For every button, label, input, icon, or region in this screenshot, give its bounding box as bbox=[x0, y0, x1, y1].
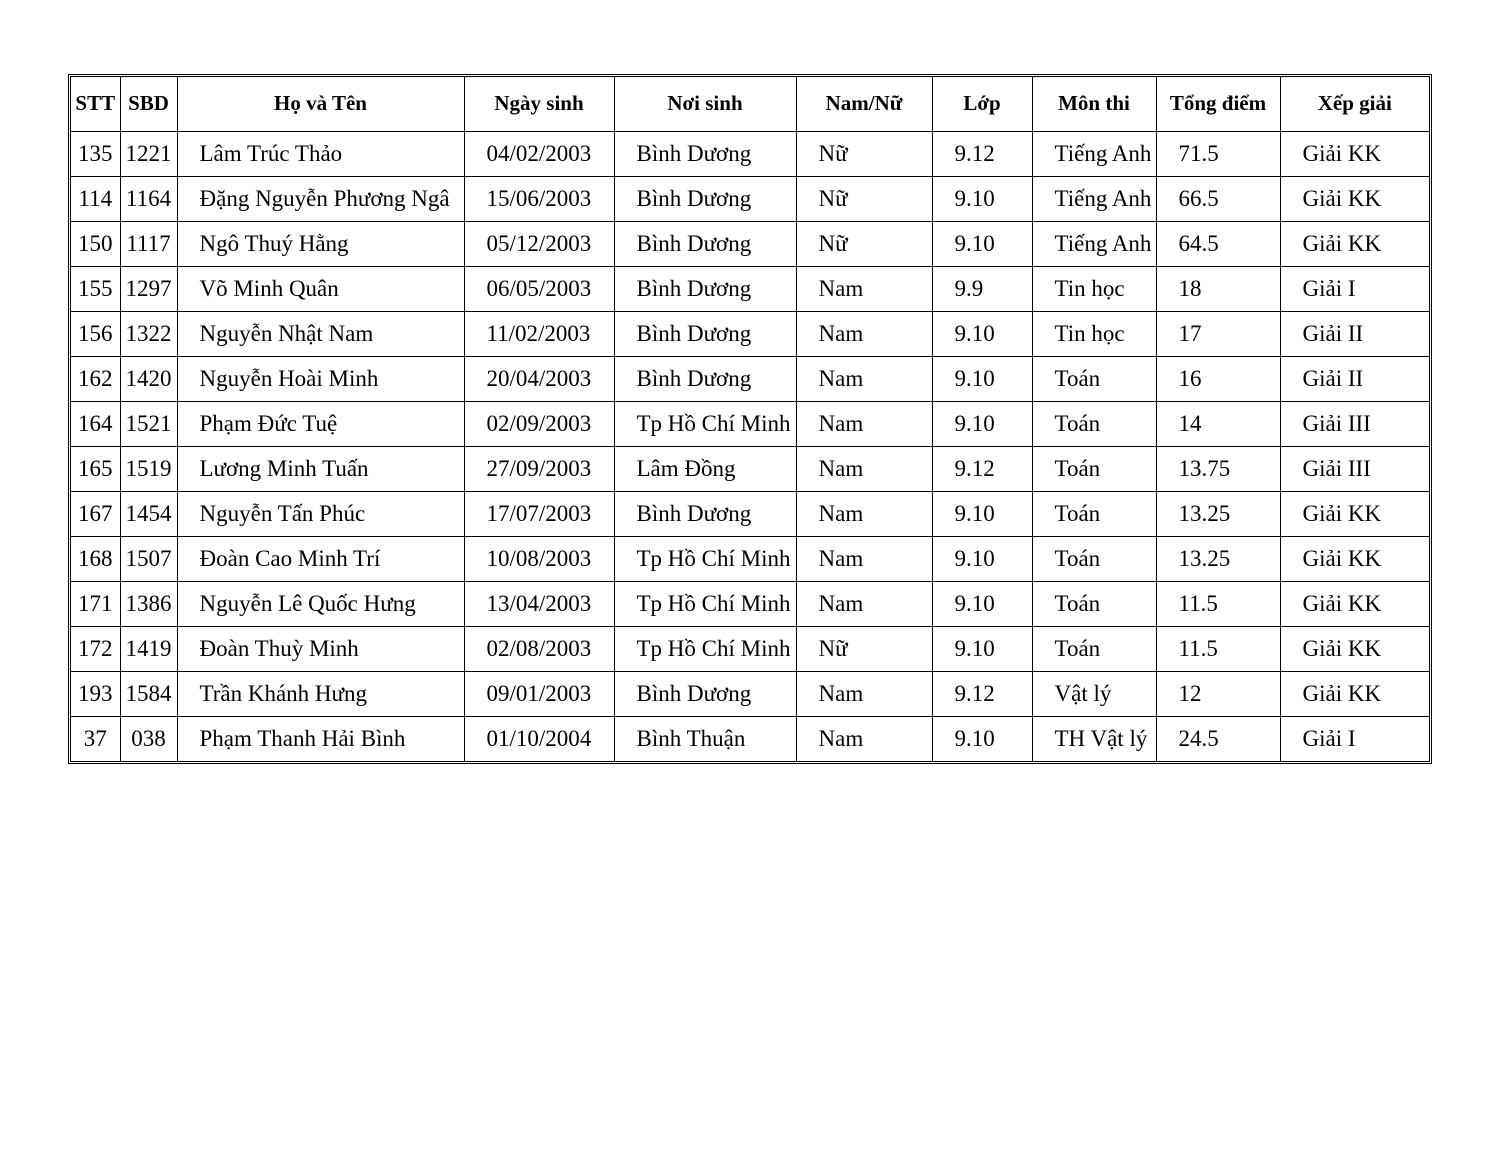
cell-stt: 135 bbox=[71, 131, 120, 176]
table-row bbox=[71, 401, 1429, 446]
cell-ngay-sinh: 01/10/2004 bbox=[464, 716, 614, 761]
cell-mon-thi: Toán bbox=[1032, 446, 1156, 491]
cell-noi-sinh: Tp Hồ Chí Minh bbox=[614, 626, 796, 671]
cell-xep-giai: Giải KK bbox=[1280, 131, 1429, 176]
cell-lop: 9.10 bbox=[932, 356, 1032, 401]
cell-mon-thi: Toán bbox=[1032, 536, 1156, 581]
table-row bbox=[71, 491, 1429, 536]
cell-ngay-sinh: 04/02/2003 bbox=[464, 131, 614, 176]
cell-mon-thi: Tiếng Anh bbox=[1032, 176, 1156, 221]
cell-ho-va-ten: Đoàn Cao Minh Trí bbox=[177, 536, 464, 581]
cell-ngay-sinh: 27/09/2003 bbox=[464, 446, 614, 491]
cell-ngay-sinh: 11/02/2003 bbox=[464, 311, 614, 356]
table-row bbox=[71, 716, 1429, 761]
cell-xep-giai: Giải I bbox=[1280, 266, 1429, 311]
cell-noi-sinh: Tp Hồ Chí Minh bbox=[614, 401, 796, 446]
table-row bbox=[71, 266, 1429, 311]
cell-gioi-tinh: Nam bbox=[796, 581, 932, 626]
cell-noi-sinh: Bình Dương bbox=[614, 491, 796, 536]
cell-stt: 155 bbox=[71, 266, 120, 311]
cell-noi-sinh: Bình Thuận bbox=[614, 716, 796, 761]
cell-lop: 9.10 bbox=[932, 626, 1032, 671]
cell-sbd: 1519 bbox=[120, 446, 177, 491]
cell-tong-diem: 66.5 bbox=[1156, 176, 1280, 221]
cell-tong-diem: 17 bbox=[1156, 311, 1280, 356]
cell-gioi-tinh: Nữ bbox=[796, 131, 932, 176]
cell-sbd: 1386 bbox=[120, 581, 177, 626]
cell-tong-diem: 14 bbox=[1156, 401, 1280, 446]
table-row bbox=[71, 671, 1429, 716]
cell-ngay-sinh: 20/04/2003 bbox=[464, 356, 614, 401]
cell-gioi-tinh: Nữ bbox=[796, 176, 932, 221]
cell-xep-giai: Giải KK bbox=[1280, 491, 1429, 536]
cell-noi-sinh: Lâm Đồng bbox=[614, 446, 796, 491]
cell-noi-sinh: Bình Dương bbox=[614, 311, 796, 356]
cell-ngay-sinh: 13/04/2003 bbox=[464, 581, 614, 626]
cell-ho-va-ten: Nguyễn Hoài Minh bbox=[177, 356, 464, 401]
cell-lop: 9.10 bbox=[932, 401, 1032, 446]
header-sbd: SBD bbox=[120, 77, 177, 131]
cell-mon-thi: Tin học bbox=[1032, 266, 1156, 311]
cell-noi-sinh: Bình Dương bbox=[614, 131, 796, 176]
cell-lop: 9.10 bbox=[932, 311, 1032, 356]
cell-noi-sinh: Bình Dương bbox=[614, 356, 796, 401]
cell-tong-diem: 24.5 bbox=[1156, 716, 1280, 761]
cell-mon-thi: Toán bbox=[1032, 401, 1156, 446]
cell-stt: 150 bbox=[71, 221, 120, 266]
cell-ngay-sinh: 02/08/2003 bbox=[464, 626, 614, 671]
table-row bbox=[71, 536, 1429, 581]
cell-lop: 9.9 bbox=[932, 266, 1032, 311]
header-ngay-sinh: Ngày sinh bbox=[464, 77, 614, 131]
cell-sbd: 1297 bbox=[120, 266, 177, 311]
cell-ho-va-ten: Nguyễn Nhật Nam bbox=[177, 311, 464, 356]
cell-mon-thi: Toán bbox=[1032, 356, 1156, 401]
cell-mon-thi: Tin học bbox=[1032, 311, 1156, 356]
table-row bbox=[71, 131, 1429, 176]
cell-ho-va-ten: Nguyễn Tấn Phúc bbox=[177, 491, 464, 536]
cell-sbd: 1454 bbox=[120, 491, 177, 536]
cell-noi-sinh: Bình Dương bbox=[614, 671, 796, 716]
cell-xep-giai: Giải III bbox=[1280, 401, 1429, 446]
cell-xep-giai: Giải I bbox=[1280, 716, 1429, 761]
cell-stt: 167 bbox=[71, 491, 120, 536]
cell-sbd: 1117 bbox=[120, 221, 177, 266]
cell-gioi-tinh: Nam bbox=[796, 536, 932, 581]
cell-gioi-tinh: Nữ bbox=[796, 626, 932, 671]
table-row bbox=[71, 221, 1429, 266]
cell-lop: 9.10 bbox=[932, 491, 1032, 536]
table-row bbox=[71, 176, 1429, 221]
header-row bbox=[71, 77, 1429, 131]
cell-stt: 156 bbox=[71, 311, 120, 356]
header-stt: STT bbox=[71, 77, 120, 131]
cell-stt: 171 bbox=[71, 581, 120, 626]
cell-sbd: 1521 bbox=[120, 401, 177, 446]
cell-mon-thi: Toán bbox=[1032, 491, 1156, 536]
cell-sbd: 1507 bbox=[120, 536, 177, 581]
cell-noi-sinh: Bình Dương bbox=[614, 176, 796, 221]
cell-stt: 114 bbox=[71, 176, 120, 221]
cell-gioi-tinh: Nam bbox=[796, 311, 932, 356]
cell-gioi-tinh: Nam bbox=[796, 716, 932, 761]
header-mon-thi: Môn thi bbox=[1032, 77, 1156, 131]
cell-mon-thi: TH Vật lý bbox=[1032, 716, 1156, 761]
cell-sbd: 1322 bbox=[120, 311, 177, 356]
cell-stt: 162 bbox=[71, 356, 120, 401]
cell-stt: 37 bbox=[71, 716, 120, 761]
cell-stt: 165 bbox=[71, 446, 120, 491]
cell-noi-sinh: Tp Hồ Chí Minh bbox=[614, 581, 796, 626]
table-row bbox=[71, 356, 1429, 401]
cell-noi-sinh: Tp Hồ Chí Minh bbox=[614, 536, 796, 581]
cell-ngay-sinh: 17/07/2003 bbox=[464, 491, 614, 536]
cell-ho-va-ten: Võ Minh Quân bbox=[177, 266, 464, 311]
cell-lop: 9.10 bbox=[932, 176, 1032, 221]
cell-noi-sinh: Bình Dương bbox=[614, 266, 796, 311]
cell-tong-diem: 11.5 bbox=[1156, 626, 1280, 671]
cell-ngay-sinh: 02/09/2003 bbox=[464, 401, 614, 446]
cell-lop: 9.12 bbox=[932, 446, 1032, 491]
cell-mon-thi: Vật lý bbox=[1032, 671, 1156, 716]
cell-gioi-tinh: Nam bbox=[796, 446, 932, 491]
cell-sbd: 1221 bbox=[120, 131, 177, 176]
cell-lop: 9.10 bbox=[932, 536, 1032, 581]
cell-lop: 9.12 bbox=[932, 671, 1032, 716]
cell-ho-va-ten: Phạm Đức Tuệ bbox=[177, 401, 464, 446]
table-row bbox=[71, 446, 1429, 491]
cell-xep-giai: Giải KK bbox=[1280, 626, 1429, 671]
header-ho-va-ten: Họ và Tên bbox=[177, 77, 464, 131]
cell-tong-diem: 16 bbox=[1156, 356, 1280, 401]
cell-tong-diem: 13.75 bbox=[1156, 446, 1280, 491]
cell-ngay-sinh: 06/05/2003 bbox=[464, 266, 614, 311]
cell-xep-giai: Giải KK bbox=[1280, 176, 1429, 221]
cell-stt: 172 bbox=[71, 626, 120, 671]
cell-stt: 164 bbox=[71, 401, 120, 446]
cell-ho-va-ten: Lâm Trúc Thảo bbox=[177, 131, 464, 176]
cell-tong-diem: 11.5 bbox=[1156, 581, 1280, 626]
cell-tong-diem: 64.5 bbox=[1156, 221, 1280, 266]
cell-ho-va-ten: Đoàn Thuỳ Minh bbox=[177, 626, 464, 671]
cell-tong-diem: 13.25 bbox=[1156, 491, 1280, 536]
cell-stt: 168 bbox=[71, 536, 120, 581]
cell-sbd: 1420 bbox=[120, 356, 177, 401]
cell-ho-va-ten: Phạm Thanh Hải Bình bbox=[177, 716, 464, 761]
header-xep-giai: Xếp giải bbox=[1280, 77, 1429, 131]
cell-lop: 9.10 bbox=[932, 581, 1032, 626]
cell-mon-thi: Tiếng Anh bbox=[1032, 131, 1156, 176]
cell-ho-va-ten: Ngô Thuý Hằng bbox=[177, 221, 464, 266]
table-row bbox=[71, 626, 1429, 671]
cell-xep-giai: Giải III bbox=[1280, 446, 1429, 491]
cell-xep-giai: Giải KK bbox=[1280, 536, 1429, 581]
cell-sbd: 1164 bbox=[120, 176, 177, 221]
header-gioi-tinh: Nam/Nữ bbox=[796, 77, 932, 131]
cell-gioi-tinh: Nam bbox=[796, 356, 932, 401]
cell-xep-giai: Giải KK bbox=[1280, 221, 1429, 266]
cell-xep-giai: Giải II bbox=[1280, 311, 1429, 356]
header-lop: Lớp bbox=[932, 77, 1032, 131]
table-row bbox=[71, 311, 1429, 356]
cell-mon-thi: Tiếng Anh bbox=[1032, 221, 1156, 266]
cell-sbd: 1419 bbox=[120, 626, 177, 671]
cell-mon-thi: Toán bbox=[1032, 626, 1156, 671]
cell-ngay-sinh: 09/01/2003 bbox=[464, 671, 614, 716]
cell-ngay-sinh: 15/06/2003 bbox=[464, 176, 614, 221]
cell-gioi-tinh: Nam bbox=[796, 491, 932, 536]
cell-gioi-tinh: Nam bbox=[796, 266, 932, 311]
cell-gioi-tinh: Nữ bbox=[796, 221, 932, 266]
cell-tong-diem: 71.5 bbox=[1156, 131, 1280, 176]
header-tong-diem: Tổng điểm bbox=[1156, 77, 1280, 131]
cell-sbd: 038 bbox=[120, 716, 177, 761]
cell-stt: 193 bbox=[71, 671, 120, 716]
cell-ngay-sinh: 10/08/2003 bbox=[464, 536, 614, 581]
cell-gioi-tinh: Nam bbox=[796, 401, 932, 446]
cell-ho-va-ten: Đặng Nguyễn Phương Ngâ bbox=[177, 176, 464, 221]
cell-lop: 9.10 bbox=[932, 716, 1032, 761]
cell-sbd: 1584 bbox=[120, 671, 177, 716]
cell-xep-giai: Giải KK bbox=[1280, 671, 1429, 716]
cell-tong-diem: 13.25 bbox=[1156, 536, 1280, 581]
header-noi-sinh: Nơi sinh bbox=[614, 77, 796, 131]
cell-gioi-tinh: Nam bbox=[796, 671, 932, 716]
cell-lop: 9.10 bbox=[932, 221, 1032, 266]
cell-tong-diem: 18 bbox=[1156, 266, 1280, 311]
cell-ho-va-ten: Nguyễn Lê Quốc Hưng bbox=[177, 581, 464, 626]
cell-xep-giai: Giải KK bbox=[1280, 581, 1429, 626]
cell-ngay-sinh: 05/12/2003 bbox=[464, 221, 614, 266]
cell-ho-va-ten: Lương Minh Tuấn bbox=[177, 446, 464, 491]
cell-mon-thi: Toán bbox=[1032, 581, 1156, 626]
cell-tong-diem: 12 bbox=[1156, 671, 1280, 716]
table-row bbox=[71, 581, 1429, 626]
results-table-frame bbox=[68, 74, 1432, 764]
results-table bbox=[71, 77, 1429, 761]
cell-lop: 9.12 bbox=[932, 131, 1032, 176]
cell-ho-va-ten: Trần Khánh Hưng bbox=[177, 671, 464, 716]
cell-noi-sinh: Bình Dương bbox=[614, 221, 796, 266]
cell-xep-giai: Giải II bbox=[1280, 356, 1429, 401]
